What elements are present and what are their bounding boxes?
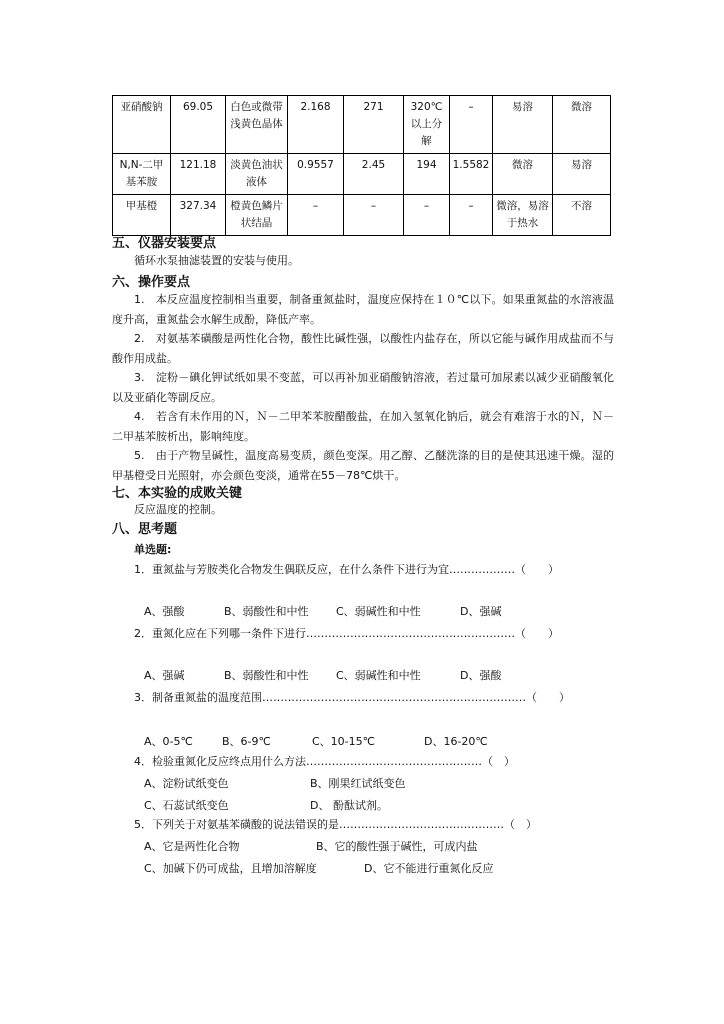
- option: A、强碱: [144, 669, 185, 682]
- properties-table: [112, 95, 611, 236]
- table-cell: 不溶: [553, 195, 611, 236]
- table-cell: 甲基橙: [113, 195, 171, 236]
- table-cell: 白色或微带浅黄色晶体: [226, 96, 288, 154]
- table-cell: N,N-二甲基苯胺: [113, 154, 171, 195]
- table-row: [113, 96, 611, 154]
- table-cell: 易溶: [553, 154, 611, 195]
- option: C、10-15℃: [312, 735, 375, 748]
- table-cell: 0.9557: [288, 154, 344, 195]
- question-5: [112, 815, 614, 835]
- table-cell: –: [450, 195, 493, 236]
- table-row: [113, 154, 611, 195]
- single-choice-label: 单选题:: [134, 543, 172, 556]
- question-5-options-row-1: [144, 838, 478, 854]
- question-5-options-row-2: [144, 860, 493, 876]
- option: A、它是两性化合物: [144, 840, 240, 853]
- question-stem: 3．制备重氮盐的温度范围………………………………………………………………（ ）: [134, 691, 570, 704]
- section-7-text: 反应温度的控制。: [134, 503, 222, 516]
- option: C、弱碱性和中性: [336, 669, 421, 682]
- table-cell: 69.05: [171, 96, 226, 154]
- table-cell: 320℃以上分解: [404, 96, 450, 154]
- table-cell: –: [450, 96, 493, 154]
- option: D、16-20℃: [424, 735, 488, 748]
- question-1: [112, 560, 614, 580]
- table-row: [113, 195, 611, 236]
- table-cell: 亚硝酸钠: [113, 96, 171, 154]
- option: C、加碱下仍可成盐，且增加溶解度: [144, 862, 317, 875]
- table-cell: 微溶: [493, 154, 553, 195]
- option: B、弱酸性和中性: [224, 669, 309, 682]
- table-cell: 淡黄色油状液体: [226, 154, 288, 195]
- table-cell: –: [344, 195, 404, 236]
- operation-point-4: 4. 若含有未作用的Ｎ，Ｎ－二甲苯苯胺醋酸盐，在加入氢氧化钠后，就会有难溶于水的Ｎ，Ｎ－二甲基苯胺析出，影响纯度。: [112, 410, 614, 443]
- question-stem: 1．重氮盐与芳胺类化合物发生偶联反应，在什么条件下进行为宜………………（ ）: [134, 563, 559, 576]
- option: D、强碱: [460, 605, 502, 618]
- question-3: [112, 688, 614, 708]
- table-cell: –: [288, 195, 344, 236]
- operation-point-1: 1. 本反应温度控制相当重要，制备重氮盐时，温度应保持在１０℃以下。如果重氮盐的水溶液温度升高，重氮盐会水解生成酚，降低产率。: [112, 293, 614, 326]
- question-2-options: [144, 667, 501, 683]
- table-cell: 微溶，易溶于热水: [493, 195, 553, 236]
- option: A、淀粉试纸变色: [144, 777, 229, 790]
- question-2: [112, 624, 614, 644]
- table-cell: 2.168: [288, 96, 344, 154]
- option: A、0-5℃: [144, 735, 193, 748]
- section-7-heading: 七、本实验的成败关键: [112, 486, 243, 501]
- option: D、它不能进行重氮化反应: [364, 862, 494, 875]
- operation-point-2: 2. 对氨基苯磺酸是两性化合物，酸性比碱性强，以酸性内盐存在，所以它能与碱作用成盐而不与酸作用成盐。: [112, 332, 614, 365]
- option: D、 酚酞试剂。: [310, 799, 388, 812]
- question-4-options-row-1: [144, 775, 406, 791]
- section-5-text: 循环水泵抽滤装置的安装与使用。: [134, 254, 299, 267]
- table-cell: 327.34: [171, 195, 226, 236]
- table-cell: 易溶: [493, 96, 553, 154]
- option: B、6-9℃: [222, 735, 271, 748]
- table-cell: 2.45: [344, 154, 404, 195]
- option: B、弱酸性和中性: [224, 605, 309, 618]
- section-5-heading: 五、仪器安装要点: [112, 236, 217, 251]
- section-6-heading: 六、操作要点: [112, 275, 191, 290]
- question-stem: 5．下列关于对氨基苯磺酸的说法错误的是………………………………………（ ）: [134, 818, 537, 831]
- option: A、强酸: [144, 605, 185, 618]
- section-8-heading: 八、思考题: [112, 522, 178, 537]
- operation-point-5: 5. 由于产物呈碱性，温度高易变质，颜色变深。用乙醇、乙醚洗涤的目的是使其迅速干燥。湿的甲基橙受日光照射，亦会颜色变淡，通常在55－78℃烘干。: [112, 449, 614, 482]
- option: B、刚果红试纸变色: [310, 777, 406, 790]
- question-3-options: [144, 733, 488, 749]
- option: C、弱碱性和中性: [336, 605, 421, 618]
- operation-point-3: 3. 淀粉－碘化钾试纸如果不变蓝，可以再补加亚硝酸钠溶液，若过量可加尿素以减少亚硝酸氧化以及亚硝化等副反应。: [112, 371, 614, 404]
- option: B、它的酸性强于碱性，可成内盐: [316, 840, 478, 853]
- question-4: [112, 752, 614, 772]
- question-1-options: [144, 603, 501, 619]
- table-cell: 橙黄色鳞片状结晶: [226, 195, 288, 236]
- question-stem: 4．检验重氮化反应终点用什么方法…………………………………………（ ）: [134, 755, 515, 768]
- table-cell: 271: [344, 96, 404, 154]
- table-cell: 121.18: [171, 154, 226, 195]
- table-cell: 1.5582: [450, 154, 493, 195]
- question-4-options-row-2: [144, 797, 388, 813]
- option: C、石蕊试纸变色: [144, 799, 229, 812]
- table-cell: 微溶: [553, 96, 611, 154]
- table-cell: 194: [404, 154, 450, 195]
- option: D、强酸: [460, 669, 502, 682]
- question-stem: 2．重氮化应在下列哪一条件下进行…………………………………………………（ ）: [134, 627, 559, 640]
- table-cell: –: [404, 195, 450, 236]
